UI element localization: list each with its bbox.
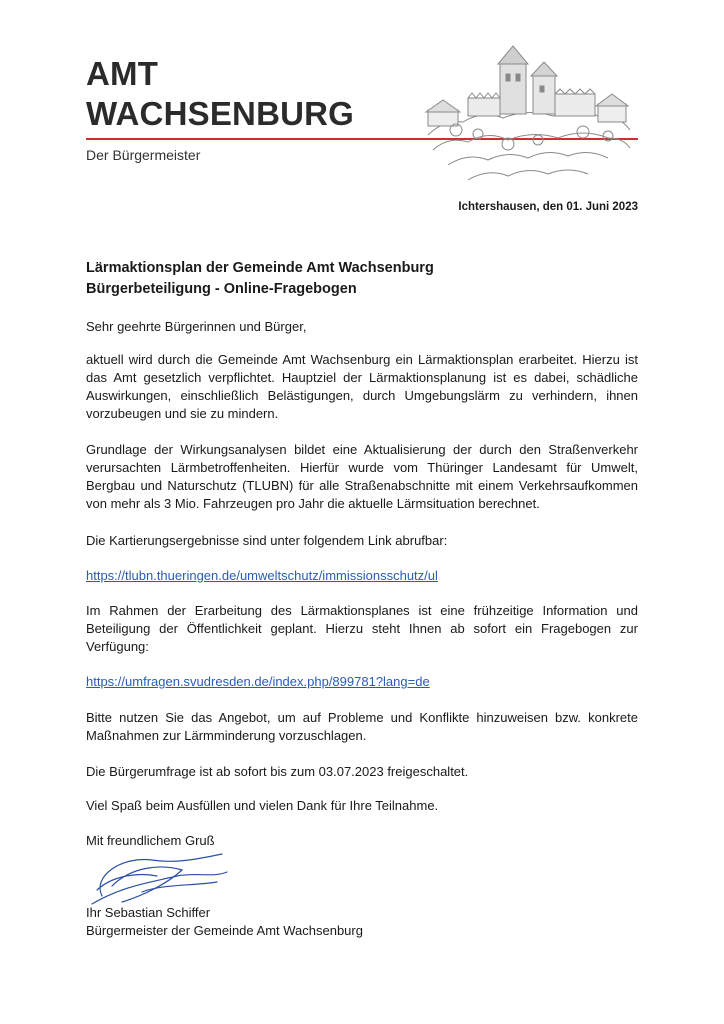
- paragraph-analysis: Grundlage der Wirkungsanalysen bildet eine Aktualisierung der durch den Straßenverkehr verursachten Lärmbetroffenheiten. Hierfür wurde vom Thüringer Landesamt für Umwelt, Bergbau und Naturschutz (TLUBN) für alle Straßenabschnitte mit einem Verkehrsaufkommen von mehr als 3 Mio. Fahrzeugen pro Jahr die aktuelle Lärmsituation berechnet.: [86, 442, 638, 511]
- closing-greeting: Mit freundlichem Gruß: [86, 833, 215, 848]
- mapping-results-link[interactable]: https://tlubn.thueringen.de/umweltschutz/immissionsschutz/ul: [86, 568, 438, 583]
- paragraph-participation: Im Rahmen der Erarbeitung des Lärmaktionsplanes ist eine frühzeitige Information und Beteiligung der Öffentlichkeit geplant. Hierzu steht Ihnen ab sofort ein Fragebogen zur Verfügung:: [86, 603, 638, 654]
- salutation: Sehr geehrte Bürgerinnen und Bürger,: [86, 319, 307, 334]
- paragraph-map-link-intro: Die Kartierungsergebnisse sind unter folgendem Link abrufbar:: [86, 533, 448, 548]
- letterhead-org-line1: AMT: [86, 55, 159, 92]
- survey-link[interactable]: https://umfragen.svudresden.de/index.php/899781?lang=de: [86, 674, 430, 689]
- subject-line2: Bürgerbeteiligung - Online-Fragebogen: [86, 281, 357, 297]
- paragraph-deadline: Die Bürgerumfrage ist ab sofort bis zum 03.07.2023 freigeschaltet.: [86, 764, 469, 779]
- letterhead-subtitle: Der Bürgermeister: [86, 147, 201, 163]
- signatory-title: Bürgermeister der Gemeinde Amt Wachsenburg: [86, 923, 363, 938]
- paragraph-thanks: Viel Spaß beim Ausfüllen und vielen Dank für Ihre Teilnahme.: [86, 798, 439, 813]
- handwritten-signature-icon: [82, 846, 232, 910]
- letterhead-org-line2: WACHSENBURG: [86, 95, 355, 132]
- letter-subject: [86, 258, 638, 300]
- paragraph-intro: aktuell wird durch die Gemeinde Amt Wachsenburg ein Lärmaktionsplan erarbeitet. Hierzu ist das Amt gesetzlich verpflichtet. Hauptziel der Lärmaktionsplanung ist es dabei, schädliche Auswirkungen, einschließlich Belästigungen, durch Umgebungslärm zu verhindern, ihnen vorzubeugen und sie zu mindern.: [86, 352, 638, 421]
- signatory-name: Ihr Sebastian Schiffer: [86, 905, 211, 920]
- letter-date: Ichtershausen, den 01. Juni 2023: [458, 201, 638, 213]
- subject-line1: Lärmaktionsplan der Gemeinde Amt Wachsenburg: [86, 260, 434, 276]
- paragraph-feedback: Bitte nutzen Sie das Angebot, um auf Probleme und Konflikte hinzuweisen bzw. konkrete Maßnahmen zur Lärmminderung vorzuschlagen.: [86, 710, 638, 743]
- castle-illustration-icon: [408, 40, 640, 185]
